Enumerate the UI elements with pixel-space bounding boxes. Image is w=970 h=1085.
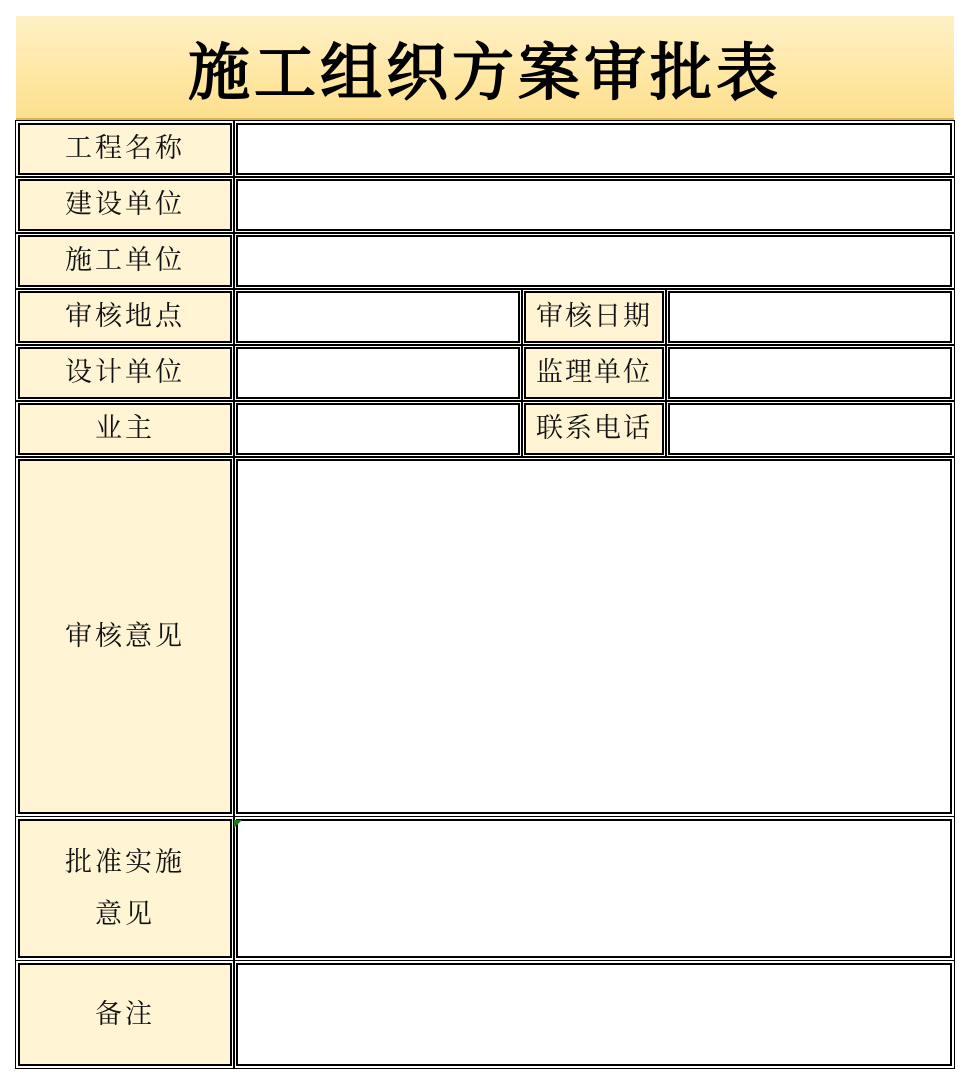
remarks-label: 备注 (18, 963, 232, 1066)
build-unit-label: 建设单位 (18, 179, 232, 231)
approval-opinion-label-line2: 意见 (95, 898, 155, 930)
contact-phone-field[interactable] (668, 403, 952, 455)
review-date-field[interactable] (668, 291, 952, 343)
review-location-field[interactable] (236, 291, 520, 343)
project-name-label: 工程名称 (18, 123, 232, 175)
approval-opinion-field[interactable] (236, 819, 952, 958)
build-unit-field[interactable] (236, 179, 952, 231)
work-unit-field[interactable] (236, 235, 952, 287)
owner-label: 业主 (18, 403, 232, 455)
form-title: 施工组织方案审批表 (187, 35, 782, 109)
approval-opinion-label (18, 819, 232, 958)
remarks-field[interactable] (236, 963, 952, 1066)
review-date-label: 审核日期 (524, 291, 664, 343)
supervision-unit-label: 监理单位 (524, 347, 664, 399)
owner-field[interactable] (236, 403, 520, 455)
review-opinion-field[interactable] (236, 459, 952, 814)
design-unit-field[interactable] (236, 347, 520, 399)
title-banner (16, 16, 954, 120)
review-location-label: 审核地点 (18, 291, 232, 343)
review-opinion-label: 审核意见 (18, 459, 232, 814)
approval-opinion-label-line1: 批准实施 (65, 846, 185, 878)
supervision-unit-field[interactable] (668, 347, 952, 399)
cell-comment-marker-icon (234, 820, 242, 828)
work-unit-label: 施工单位 (18, 235, 232, 287)
contact-phone-label: 联系电话 (524, 403, 664, 455)
project-name-field[interactable] (236, 123, 952, 175)
design-unit-label: 设计单位 (18, 347, 232, 399)
